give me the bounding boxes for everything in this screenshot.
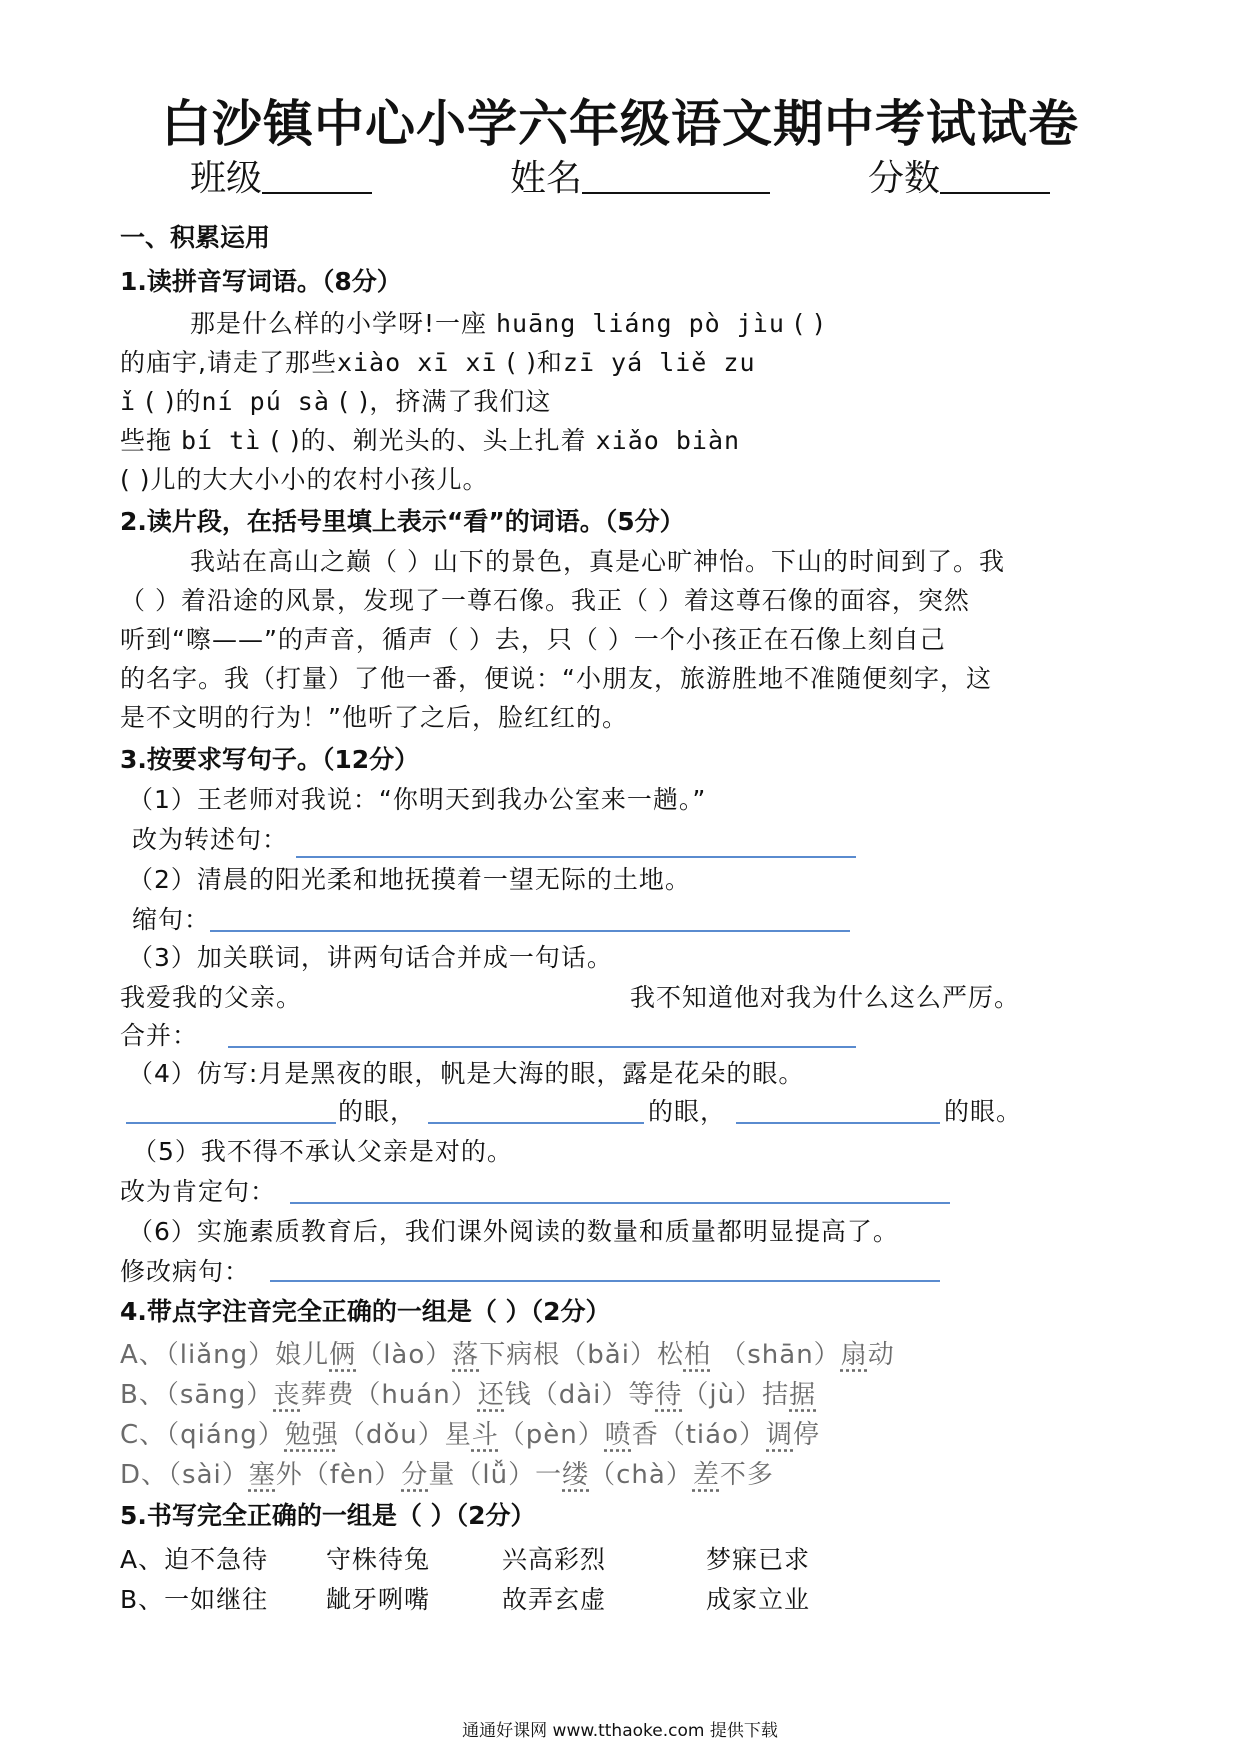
option-text: 香（tiáo） xyxy=(631,1420,766,1450)
option-text: （pèn） xyxy=(498,1420,605,1450)
q3-s5-label: 改为肯定句： xyxy=(120,1177,277,1206)
option-label: C、 xyxy=(120,1420,167,1450)
dotted-char: 柏 xyxy=(683,1340,711,1370)
option-text: （dǒu）星 xyxy=(338,1420,472,1450)
answer-line[interactable] xyxy=(126,1122,336,1124)
option-text: 动 xyxy=(867,1340,895,1370)
answer-line[interactable] xyxy=(290,1202,950,1204)
dotted-char: 差 xyxy=(692,1460,720,1490)
q5-word: 龇牙咧嘴 xyxy=(326,1585,431,1614)
dotted-char: 据 xyxy=(789,1380,817,1410)
score-field xyxy=(868,150,1050,201)
dotted-char: 斗 xyxy=(471,1420,499,1450)
dotted-char: 落 xyxy=(452,1340,480,1370)
dotted-char: 分 xyxy=(401,1460,429,1490)
q3-s3-left: 我爱我的父亲。 xyxy=(120,983,303,1012)
class-field xyxy=(190,150,372,201)
option-label: B、 xyxy=(120,1380,166,1410)
option-text: 量（lǚ）一 xyxy=(428,1460,563,1490)
q1-line5: ( )儿的大大小小的农村小孩儿。 xyxy=(120,465,489,494)
dotted-char: 俩 xyxy=(329,1340,357,1370)
answer-line[interactable] xyxy=(736,1122,940,1124)
q3-s3-label: 合并： xyxy=(120,1021,199,1050)
q2-line: 听到“嚓——”的声音，循声（ ）去，只（ ）一个小孩正在石像上刻自己 xyxy=(120,625,946,654)
page-title: 白沙镇中心小学六年级语文期中考试试卷 xyxy=(161,94,1079,153)
q2-line: 我站在高山之巅（ ）山下的景色，真是心旷神怡。下山的时间到了。我 xyxy=(190,547,1005,576)
option-text: 不多 xyxy=(719,1460,774,1490)
class-blank[interactable] xyxy=(262,158,372,194)
q1-text: 那是什么样的小学呀!一座 xyxy=(190,309,488,338)
score-blank[interactable] xyxy=(940,158,1050,194)
q2-line: （ ）着沿途的风景，发现了一尊石像。我正（ ）着这尊石像的面容，突然 xyxy=(120,586,970,615)
option-text: （liǎng）娘儿 xyxy=(165,1340,330,1370)
q3-s4-eye: 的眼。 xyxy=(944,1097,1023,1126)
q3-s4-eye: 的眼， xyxy=(648,1097,727,1126)
section-heading: 一、积累运用 xyxy=(120,223,271,252)
q3-s3-right: 我不知道他对我为什么这么严厉。 xyxy=(630,983,1021,1012)
footer-credit: 通通好课网 www.tthaoke.com 提供下载 xyxy=(462,1721,778,1741)
score-label: 分数 xyxy=(868,158,941,199)
pinyin: zī yá liě zu xyxy=(562,348,756,377)
q4-option-d[interactable] xyxy=(120,1454,774,1491)
option-text: 下病根（bǎi）松 xyxy=(479,1340,684,1370)
q4-option-a[interactable] xyxy=(120,1334,895,1371)
dotted-char: 待 xyxy=(655,1380,683,1410)
option-text: （chà） xyxy=(589,1460,693,1490)
option-text: （sāng） xyxy=(165,1380,274,1410)
q2-line: 是不文明的行为！”他听了之后，脸红红的。 xyxy=(120,703,628,732)
q3-s4-eye: 的眼， xyxy=(338,1097,417,1126)
q5-option-b[interactable] xyxy=(120,1580,268,1616)
option-label: A、 xyxy=(120,1545,165,1574)
answer-line[interactable] xyxy=(428,1122,644,1124)
answer-blank[interactable]: ( )的 xyxy=(145,387,202,416)
q4-option-c[interactable] xyxy=(120,1414,820,1451)
option-text: （lào） xyxy=(356,1340,453,1370)
dotted-char: 勉强 xyxy=(284,1420,339,1450)
answer-line[interactable] xyxy=(296,856,856,858)
option-text: 葬费（huán） xyxy=(300,1380,478,1410)
q3-s1-label: 改为转述句： xyxy=(132,825,289,854)
q1-text: 的庙宇,请走了那些 xyxy=(120,348,337,377)
q1-line3 xyxy=(120,382,551,418)
dotted-char: 扇 xyxy=(840,1340,868,1370)
q5-heading: 5.书写完全正确的一组是（ ）（2分） xyxy=(120,1501,536,1530)
q1-line4 xyxy=(120,421,740,457)
option-text: 外（fèn） xyxy=(275,1460,402,1490)
q3-s2: （2）清晨的阳光柔和地抚摸着一望无际的土地。 xyxy=(128,865,691,894)
pinyin: xiào xī xī xyxy=(336,348,498,377)
option-text: （qiáng） xyxy=(166,1420,285,1450)
q4-heading: 4.带点字注音完全正确的一组是（ ）（2分） xyxy=(120,1297,611,1326)
name-blank[interactable] xyxy=(582,158,770,194)
dotted-char: 喷 xyxy=(604,1420,632,1450)
q1-heading: 1.读拼音写词语。（8分） xyxy=(120,267,402,296)
option-text: （jù）拮 xyxy=(682,1380,790,1410)
dotted-char: 丧 xyxy=(273,1380,301,1410)
dotted-char: 还 xyxy=(477,1380,505,1410)
dotted-char: 调 xyxy=(766,1420,794,1450)
q2-heading: 2.读片段，在括号里填上表示“看”的词语。（5分） xyxy=(120,507,685,536)
q3-s6-label: 修改病句： xyxy=(120,1257,251,1286)
q3-s4: （4）仿写:月是黑夜的眼，帆是大海的眼，露是花朵的眼。 xyxy=(128,1059,805,1088)
q1-line1 xyxy=(190,304,824,340)
option-label: B、 xyxy=(120,1585,165,1614)
option-text: 停 xyxy=(793,1420,821,1450)
pinyin: bí tì xyxy=(180,426,262,455)
option-word: 一如继往 xyxy=(164,1585,269,1614)
q5-word: 梦寐已求 xyxy=(706,1545,811,1574)
answer-blank[interactable]: ( )的、剃光头的、头上扎着 xyxy=(270,426,587,455)
dotted-char: 塞 xyxy=(248,1460,276,1490)
q4-option-b[interactable] xyxy=(120,1374,816,1411)
option-text: （shān） xyxy=(710,1340,841,1370)
answer-blank[interactable]: ( )和 xyxy=(506,348,563,377)
answer-line[interactable] xyxy=(228,1046,856,1048)
q3-s6: （6）实施素质教育后，我们课外阅读的数量和质量都明显提高了。 xyxy=(128,1217,899,1246)
dotted-char: 缕 xyxy=(562,1460,590,1490)
q3-s1: （1）王老师对我说：“你明天到我办公室来一趟。” xyxy=(128,785,707,814)
pinyin: ǐ xyxy=(120,387,137,416)
pinyin: xiǎo biàn xyxy=(595,426,741,455)
answer-blank[interactable]: ( ) xyxy=(793,309,825,338)
option-text: （sài） xyxy=(168,1460,249,1490)
q5-word: 故弄玄虚 xyxy=(502,1585,607,1614)
pinyin: ní pú sà xyxy=(201,387,330,416)
q1-line2 xyxy=(120,343,756,379)
q2-line: 的名字。我（打量）了他一番，便说：“小朋友，旅游胜地不准随便刻字，这 xyxy=(120,664,992,693)
name-field xyxy=(510,150,770,201)
answer-line[interactable] xyxy=(270,1280,940,1282)
pinyin: huāng liáng pò jìu xyxy=(495,309,785,338)
class-label: 班级 xyxy=(190,158,263,199)
q3-heading: 3.按要求写句子。（12分） xyxy=(120,745,420,774)
q3-s2-label: 缩句： xyxy=(132,905,211,934)
q3-s3: （3）加关联词，讲两句话合并成一句话。 xyxy=(128,943,613,972)
q5-word: 守株待兔 xyxy=(326,1545,431,1574)
option-text: 钱（dài）等 xyxy=(504,1380,656,1410)
q5-word: 成家立业 xyxy=(706,1585,811,1614)
option-label: A、 xyxy=(120,1340,166,1370)
option-label: D、 xyxy=(120,1460,169,1490)
name-label: 姓名 xyxy=(510,158,583,199)
q1-text: 些拖 xyxy=(120,426,173,455)
q5-word: 兴高彩烈 xyxy=(502,1545,607,1574)
answer-line[interactable] xyxy=(210,930,850,932)
option-word: 迫不急待 xyxy=(164,1545,269,1574)
q5-option-a[interactable] xyxy=(120,1540,268,1576)
q3-s5: （5）我不得不承认父亲是对的。 xyxy=(132,1137,513,1166)
answer-blank[interactable]: ( )，挤满了我们这 xyxy=(338,387,552,416)
